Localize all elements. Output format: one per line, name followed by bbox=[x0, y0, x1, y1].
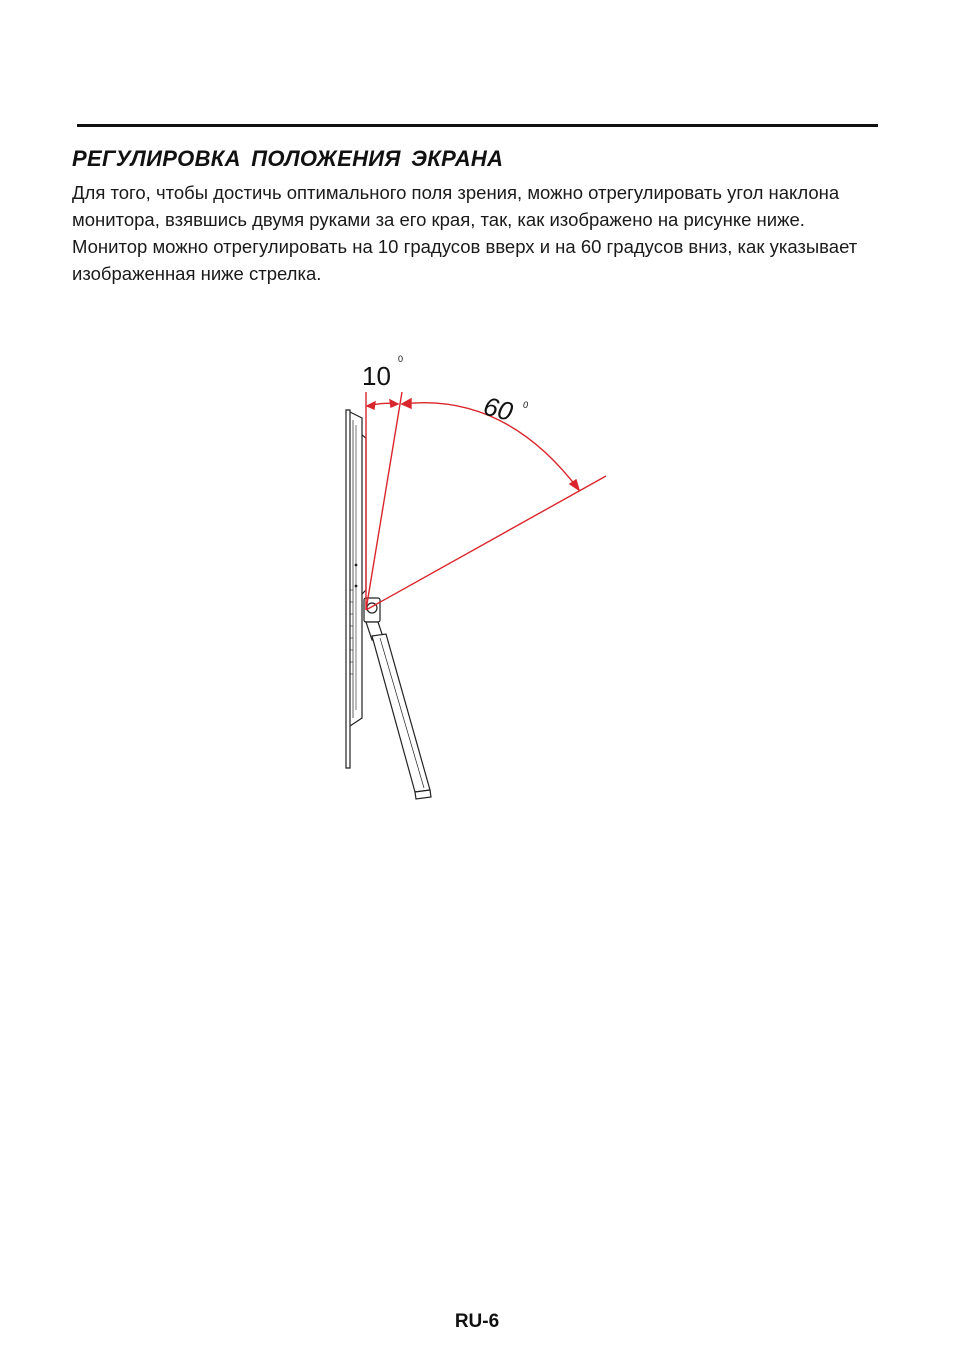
section-body bbox=[72, 179, 902, 287]
top-divider bbox=[77, 124, 878, 127]
arc-10-degrees bbox=[367, 400, 398, 409]
paragraph-tilt-range: Монитор можно отрегулировать на 10 градусов вверх и на 60 градусов вниз, как указывает изображенная ниже стрелка. bbox=[72, 236, 858, 284]
label-10-degrees-unit: 0 bbox=[398, 354, 404, 364]
label-60-degrees-unit: 0 bbox=[523, 400, 529, 410]
section-title: РЕГУЛИРОВКА ПОЛОЖЕНИЯ ЭКРАНА bbox=[72, 146, 504, 171]
label-10-degrees: 10 bbox=[362, 361, 391, 391]
monitor-side-view bbox=[346, 410, 366, 768]
page-number: RU-6 bbox=[454, 1311, 500, 1332]
label-60-degrees: 60 bbox=[480, 390, 516, 427]
tilt-diagram bbox=[320, 340, 640, 810]
paragraph-viewing-angle: Для того, чтобы достичь оптимального поля зрения, можно отрегулировать угол наклона монитора, взявшись двумя руками за его края, так, как изображено на рисунке ниже. bbox=[72, 182, 840, 230]
stand bbox=[364, 598, 431, 799]
tilt-angle-lines bbox=[366, 392, 606, 610]
